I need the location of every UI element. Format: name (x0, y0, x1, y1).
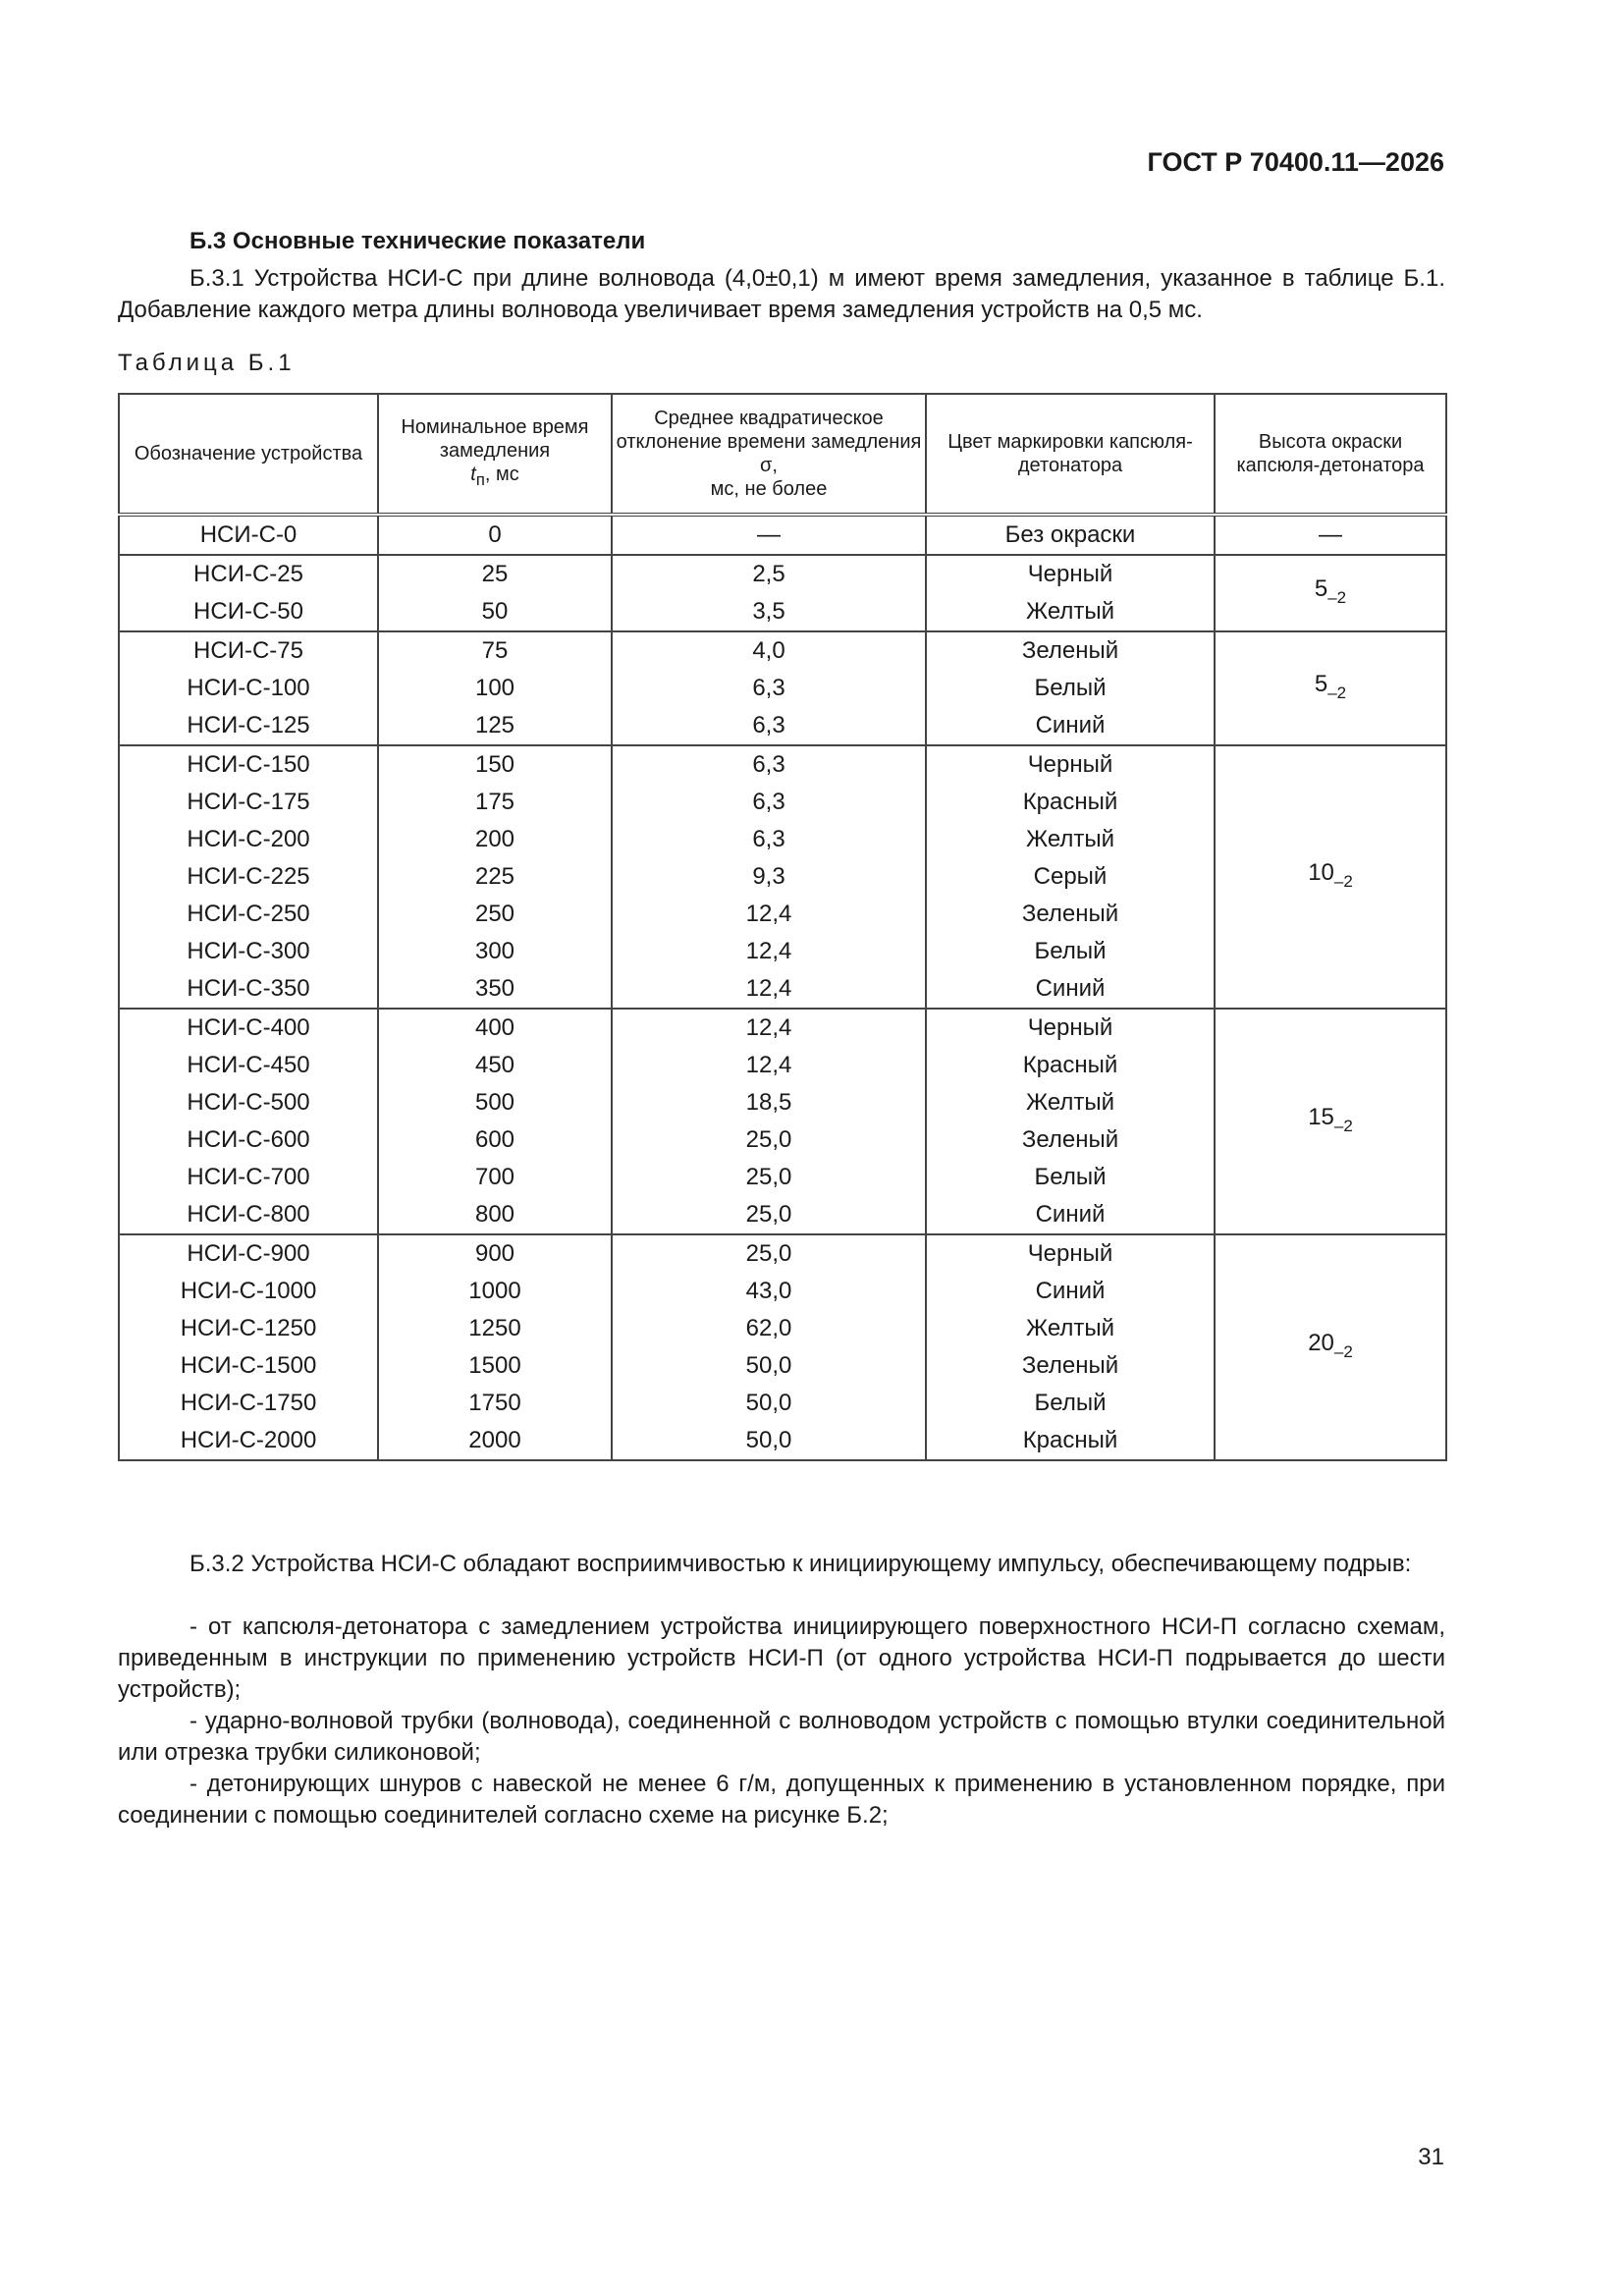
cell-color: Синий (926, 970, 1215, 1009)
list-item: - ударно-волновой трубки (волновода), соединенной с волноводом устройств с помощью втулки соединительной или отрезка трубки силиконовой; (118, 1708, 1445, 1766)
cell-nominal-time: 150 (378, 745, 612, 784)
cell-designation: НСИ-С-600 (119, 1121, 378, 1159)
cell-nominal-time: 100 (378, 670, 612, 707)
cell-designation: НСИ-С-200 (119, 821, 378, 858)
list-item: - от капсюля-детонатора с замедлением устройства инициирующего поверхностного НСИ-П согласно схемам, приведенным в инструкции по применению устройств НСИ-П (от одного устройства НСИ-П подрывается до шести устройств); (118, 1613, 1445, 1703)
cell-std-dev: 3,5 (612, 593, 926, 631)
cell-std-dev: 25,0 (612, 1121, 926, 1159)
cell-paint-height: $20_{-2}$ (1215, 1234, 1446, 1460)
cell-nominal-time: 250 (378, 896, 612, 933)
standard-code: ГОСТ Р 70400.11—2026 (1147, 147, 1444, 177)
cell-nominal-time: 225 (378, 858, 612, 896)
cell-std-dev: 25,0 (612, 1234, 926, 1273)
cell-std-dev: — (612, 515, 926, 555)
cell-color: Желтый (926, 1310, 1215, 1347)
cell-paint-height: $5_{-2}$ (1215, 555, 1446, 631)
cell-color: Серый (926, 858, 1215, 896)
cell-color: Белый (926, 670, 1215, 707)
header-designation: Обозначение устройства (119, 394, 378, 515)
cell-designation: НСИ-С-300 (119, 933, 378, 970)
table-row (119, 555, 1446, 593)
paragraph-b32: Б.3.2 Устройства НСИ-С обладают восприимчивостью к инициирующему импульсу, обеспечивающему подрыв: (189, 1551, 1412, 1577)
cell-designation: НСИ-С-1500 (119, 1347, 378, 1385)
cell-nominal-time: 175 (378, 784, 612, 821)
cell-nominal-time: 600 (378, 1121, 612, 1159)
cell-color: Красный (926, 784, 1215, 821)
cell-color: Черный (926, 745, 1215, 784)
cell-std-dev: 43,0 (612, 1273, 926, 1310)
table-body (119, 515, 1446, 1460)
cell-designation: НСИ-С-1250 (119, 1310, 378, 1347)
cell-std-dev: 12,4 (612, 970, 926, 1009)
cell-color: Синий (926, 707, 1215, 745)
cell-nominal-time: 800 (378, 1196, 612, 1234)
cell-designation: НСИ-С-1750 (119, 1385, 378, 1422)
cell-nominal-time: 25 (378, 555, 612, 593)
cell-designation: НСИ-С-75 (119, 631, 378, 670)
cell-std-dev: 12,4 (612, 1047, 926, 1084)
cell-nominal-time: 400 (378, 1009, 612, 1047)
cell-std-dev: 6,3 (612, 670, 926, 707)
cell-designation: НСИ-С-350 (119, 970, 378, 1009)
cell-color: Красный (926, 1422, 1215, 1460)
table-header-row (119, 394, 1446, 515)
cell-std-dev: 12,4 (612, 933, 926, 970)
cell-designation: НСИ-С-800 (119, 1196, 378, 1234)
cell-designation: НСИ-С-50 (119, 593, 378, 631)
cell-std-dev: 62,0 (612, 1310, 926, 1347)
delay-table (118, 393, 1447, 1461)
cell-std-dev: 6,3 (612, 745, 926, 784)
cell-designation: НСИ-С-225 (119, 858, 378, 896)
cell-designation: НСИ-С-0 (119, 515, 378, 555)
cell-designation: НСИ-С-100 (119, 670, 378, 707)
table-caption: Таблица Б.1 (118, 350, 296, 376)
cell-paint-height: — (1215, 515, 1446, 555)
cell-std-dev: 9,3 (612, 858, 926, 896)
cell-nominal-time: 125 (378, 707, 612, 745)
cell-nominal-time: 450 (378, 1047, 612, 1084)
cell-nominal-time: 1500 (378, 1347, 612, 1385)
cell-designation: НСИ-С-2000 (119, 1422, 378, 1460)
section-title: Б.3 Основные технические показатели (189, 228, 646, 254)
cell-designation: НСИ-С-500 (119, 1084, 378, 1121)
cell-std-dev: 25,0 (612, 1159, 926, 1196)
cell-std-dev: 6,3 (612, 707, 926, 745)
paragraph-b31: Б.3.1 Устройства НСИ-С при длине волновода (4,0±0,1) м имеют время замедления, указанное в таблице Б.1. Добавление каждого метра длины волновода увеличивает время замедления устройств на 0,5 мс. (118, 265, 1445, 323)
cell-nominal-time: 200 (378, 821, 612, 858)
cell-color: Черный (926, 555, 1215, 593)
cell-nominal-time: 1250 (378, 1310, 612, 1347)
list-item: - детонирующих шнуров с навеской не менее 6 г/м, допущенных к применению в установленном порядке, при соединении с помощью соединителей согласно схеме на рисунке Б.2; (118, 1771, 1445, 1829)
cell-nominal-time: 900 (378, 1234, 612, 1273)
cell-std-dev: 4,0 (612, 631, 926, 670)
cell-color: Желтый (926, 1084, 1215, 1121)
cell-designation: НСИ-С-900 (119, 1234, 378, 1273)
cell-color: Черный (926, 1234, 1215, 1273)
cell-color: Желтый (926, 821, 1215, 858)
cell-color: Зеленый (926, 631, 1215, 670)
cell-std-dev: 12,4 (612, 896, 926, 933)
cell-std-dev: 50,0 (612, 1347, 926, 1385)
cell-nominal-time: 50 (378, 593, 612, 631)
cell-designation: НСИ-С-450 (119, 1047, 378, 1084)
cell-std-dev: 50,0 (612, 1422, 926, 1460)
cell-std-dev: 6,3 (612, 821, 926, 858)
cell-color: Желтый (926, 593, 1215, 631)
header-height: Высота окраски капсюля-детонатора (1215, 394, 1446, 515)
cell-color: Зеленый (926, 896, 1215, 933)
cell-designation: НСИ-С-1000 (119, 1273, 378, 1310)
cell-nominal-time: 2000 (378, 1422, 612, 1460)
cell-color: Белый (926, 1159, 1215, 1196)
table-row (119, 1009, 1446, 1047)
page-number: 31 (1418, 2144, 1444, 2170)
cell-color: Зеленый (926, 1121, 1215, 1159)
cell-paint-height: $15_{-2}$ (1215, 1009, 1446, 1234)
cell-std-dev: 18,5 (612, 1084, 926, 1121)
cell-designation: НСИ-С-400 (119, 1009, 378, 1047)
cell-nominal-time: 300 (378, 933, 612, 970)
cell-paint-height: $5_{-2}$ (1215, 631, 1446, 745)
cell-nominal-time: 350 (378, 970, 612, 1009)
cell-designation: НСИ-С-250 (119, 896, 378, 933)
cell-color: Синий (926, 1273, 1215, 1310)
cell-designation: НСИ-С-125 (119, 707, 378, 745)
cell-nominal-time: 1000 (378, 1273, 612, 1310)
table-row (119, 515, 1446, 555)
cell-nominal-time: 0 (378, 515, 612, 555)
header-color: Цвет маркировки капсюля-детонатора (926, 394, 1215, 515)
table-row (119, 745, 1446, 784)
cell-designation: НСИ-С-175 (119, 784, 378, 821)
cell-color: Белый (926, 933, 1215, 970)
cell-nominal-time: 75 (378, 631, 612, 670)
cell-std-dev: 12,4 (612, 1009, 926, 1047)
header-nominal-time: Номинальное время замедления $t_п$, мс (378, 394, 612, 515)
table-row (119, 1234, 1446, 1273)
cell-nominal-time: 1750 (378, 1385, 612, 1422)
cell-std-dev: 6,3 (612, 784, 926, 821)
cell-color: Без окраски (926, 515, 1215, 555)
cell-designation: НСИ-С-700 (119, 1159, 378, 1196)
cell-designation: НСИ-С-25 (119, 555, 378, 593)
cell-std-dev: 25,0 (612, 1196, 926, 1234)
cell-nominal-time: 700 (378, 1159, 612, 1196)
table-row (119, 631, 1446, 670)
cell-designation: НСИ-С-150 (119, 745, 378, 784)
cell-color: Черный (926, 1009, 1215, 1047)
cell-nominal-time: 500 (378, 1084, 612, 1121)
cell-color: Зеленый (926, 1347, 1215, 1385)
cell-std-dev: 50,0 (612, 1385, 926, 1422)
cell-std-dev: 2,5 (612, 555, 926, 593)
cell-color: Белый (926, 1385, 1215, 1422)
cell-color: Синий (926, 1196, 1215, 1234)
cell-color: Красный (926, 1047, 1215, 1084)
header-std-dev: Среднее квадратическое отклонение времени замедления σ, мс, не более (612, 394, 926, 515)
cell-paint-height: $10_{-2}$ (1215, 745, 1446, 1009)
